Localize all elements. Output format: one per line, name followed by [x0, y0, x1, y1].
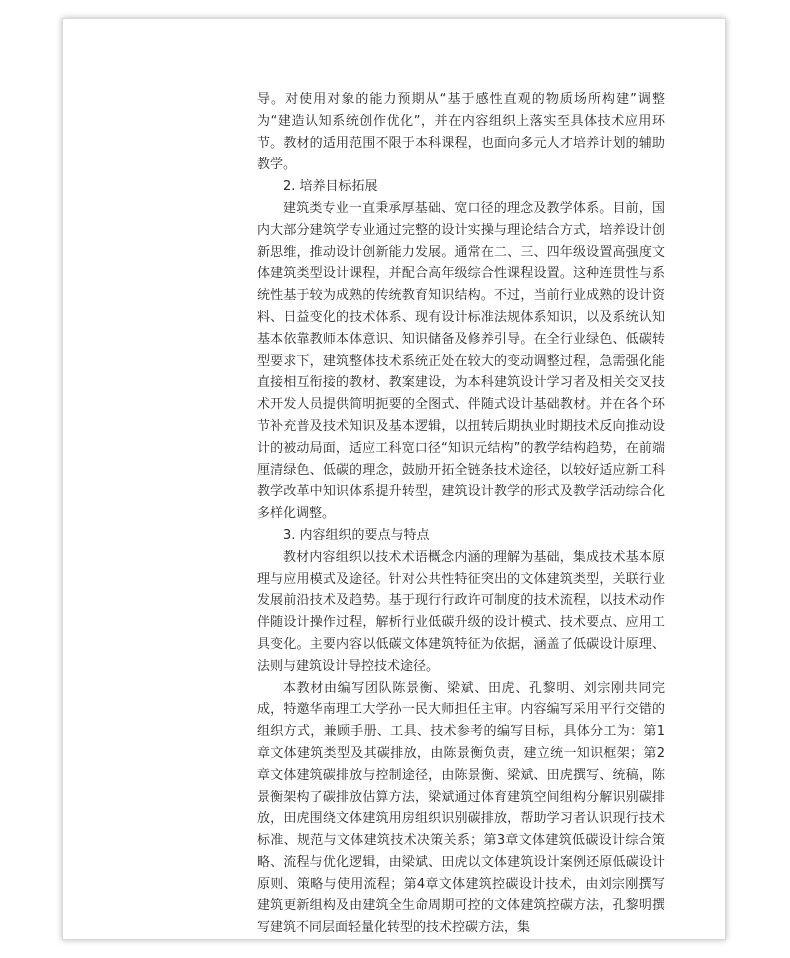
page-body [257, 89, 665, 939]
paragraph-training-goals: 建筑类专业一直秉承厚基础、宽口径的理念及教学体系。目前，国内大部分建筑学专业通过完整的设计实操与理论结合方式，培养设计创新思维，推动设计创新能力发展。通常在二、三、四年级设置高强度文体建筑类型设计课程，并配合高年级综合性课程设置。这种连贯性与系统性基于较为成熟的传统教育知识结构。不过，当前行业成熟的设计资料、日益变化的技术体系、现有设计标准法规体系知识，以及系统认知基本依靠教师本体意识、知识储备及修养引导。在全行业绿色、低碳转型要求下，建筑整体技术系统正处在较大的变动调整过程，急需强化能直接相互衔接的教材、教案建设，为本科建筑设计学习者及相关交叉技术开发人员提供简明扼要的全图式、伴随式设计基础教材。并在各个环节补充普及技术知识及基本逻辑，以扭转后期执业时期技术反向推动设计的被动局面，适应工科宽口径“知识元结构”的教学结构趋势，在前端厘清绿色、低碳的理念，鼓励开拓全链条技术途径，以较好适应新工科教学改革中知识体系提升转型，建筑设计教学的形式及教学活动综合化多样化调整。 [257, 200, 665, 522]
paragraph-content-organization: 教材内容组织以技术术语概念内涵的理解为基础，集成技术基本原理与应用模式及途径。针对公共性特征突出的文体建筑类型，关联行业发展前沿技术及趋势。基于现行行政许可制度的技术流程，以技术动作伴随设计操作过程，解析行业低碳升级的设计模式、技术要点、应用工具变化。主要内容以低碳文体建筑特征为依据，涵盖了低碳设计原理、法则与建筑设计导控技术途径。 [257, 549, 665, 674]
section-heading-training-goals: 2. 培养目标拓展 [283, 179, 378, 195]
document-page [62, 18, 726, 940]
paragraph-intro-continued: 导。对使用对象的能力预期从“基于感性直观的物质场所构建”调整为“建造认知系统创作优化”，并在内容组织上落实至具体技术应用环节。教材的适用范围不限于本科课程，也面向多元人才培养计划的辅助教学。 [257, 92, 665, 173]
section-heading-content-organization: 3. 内容组织的要点与特点 [283, 527, 430, 543]
paragraph-authors-division: 本教材由编写团队陈景衡、梁斌、田虎、孔黎明、刘宗刚共同完成，特邀华南理工大学孙一民大师担任主审。内容编写采用平行交错的组织方式，兼顾手册、工具、技术参考的编写目标，具体分工为：第1章文体建筑类型及其碳排放，由陈景衡负责，建立统一知识框架；第2章文体建筑碳排放与控制途径，由陈景衡、梁斌、田虎撰写、统稿，陈景衡架构了碳排放估算方法，梁斌通过体育建筑空间组构分解识别碳排放，田虎围绕文体建筑用房组织识别碳排放，帮助学习者认识现行技术标准、规范与文体建筑技术决策关系；第3章文体建筑低碳设计综合策略、流程与优化逻辑，由梁斌、田虎以文体建筑设计案例还原低碳设计原则、策略与使用流程；第4章文体建筑控碳设计技术，由刘宗刚撰写建筑更新组构及由建筑全生命周期可控的文体建筑控碳方法，孔黎明撰写建筑不同层面轻量化转型的技术控碳方法，集 [257, 680, 665, 936]
